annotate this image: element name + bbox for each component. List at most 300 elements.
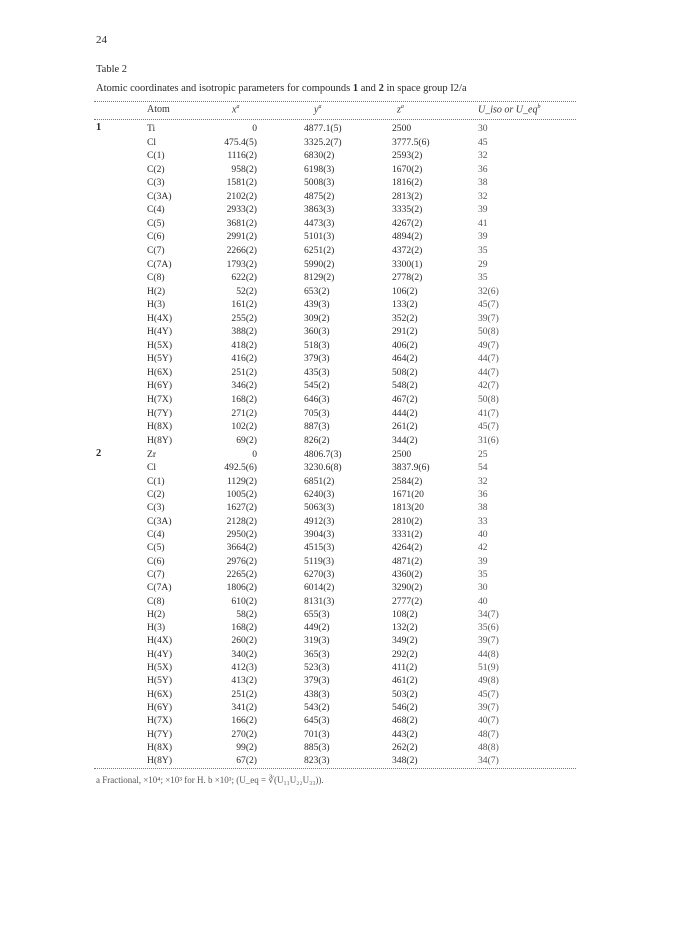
cell-u: 31(6) (478, 434, 499, 446)
cell-u: 45(7) (478, 688, 499, 700)
cell-u: 38 (478, 502, 488, 514)
cell-u: 41 (478, 217, 488, 229)
cell-y: 523(3) (304, 662, 330, 674)
cell-u: 36 (478, 488, 488, 500)
cell-atom: C(3) (147, 502, 165, 514)
cell-u: 35(6) (478, 622, 499, 634)
cell-u: 39 (478, 231, 488, 243)
col-header-x (232, 104, 239, 115)
cell-atom: C(6) (147, 555, 165, 567)
cell-u: 39(7) (478, 702, 499, 714)
cell-atom: C(5) (147, 217, 165, 229)
cell-z: 348(2) (392, 755, 418, 767)
col-header-x-label: x (232, 104, 237, 116)
table-row (0, 339, 680, 352)
cell-z: 2810(2) (392, 515, 423, 527)
cell-z: 1671(20 (392, 488, 424, 500)
table-row (0, 448, 680, 461)
cell-x: 67(2) (236, 755, 257, 767)
cell-x: 413(2) (231, 675, 257, 687)
cell-x: 1793(2) (226, 258, 257, 270)
cell-y: 5990(2) (304, 258, 335, 270)
cell-z: 461(2) (392, 675, 418, 687)
table-row (0, 244, 680, 257)
cell-x: 346(2) (231, 380, 257, 392)
cell-atom: H(6Y) (147, 702, 173, 714)
cell-y: 6270(3) (304, 568, 335, 580)
cell-y: 646(3) (304, 394, 330, 405)
cell-u: 40(7) (478, 715, 499, 727)
cell-atom: C(6) (147, 231, 165, 243)
col-header-u-sup: b (537, 104, 541, 110)
cell-u: 42 (478, 542, 488, 554)
cell-y: 655(3) (304, 608, 330, 620)
table-row (0, 501, 680, 514)
cell-u: 45(7) (478, 299, 499, 311)
cell-u: 40 (478, 595, 488, 607)
cell-atom: H(4Y) (147, 648, 173, 660)
cell-z: 4267(2) (392, 217, 423, 229)
cell-x: 2950(2) (226, 528, 257, 540)
table-row (0, 461, 680, 474)
table-top-rule (94, 101, 576, 102)
cell-z: 3837.9(6) (392, 462, 430, 474)
cell-y: 705(3) (304, 407, 330, 419)
cell-atom: C(4) (147, 204, 165, 216)
cell-y: 379(3) (304, 675, 330, 687)
cell-y: 653(2) (304, 285, 330, 297)
table-row (0, 122, 680, 135)
table-row (0, 555, 680, 568)
cell-z: 3290(2) (392, 582, 423, 594)
cell-u: 39(7) (478, 635, 499, 647)
table-row (0, 634, 680, 647)
cell-u: 49(7) (478, 339, 499, 351)
cell-z: 291(2) (392, 326, 418, 338)
cell-u: 51(9) (478, 662, 499, 674)
table-row (0, 407, 680, 420)
cell-u: 32 (478, 190, 488, 202)
cell-x: 2102(2) (226, 190, 257, 202)
cell-y: 701(3) (304, 728, 330, 740)
cell-y: 6240(3) (304, 488, 335, 500)
col-header-u (478, 104, 540, 115)
footnote: a Fractional, ×10⁴; ×10³ for H. b ×10³; (U_eq = ∛(U₁₁U₂₂U₃₃)). (96, 775, 324, 785)
cell-y: 3863(3) (304, 204, 335, 216)
cell-x: 260(2) (231, 635, 257, 647)
cell-x: 3664(2) (226, 542, 257, 554)
table-row (0, 258, 680, 271)
cell-atom: H(7X) (147, 715, 173, 727)
cell-atom: H(8X) (147, 742, 173, 754)
cell-y: 6014(2) (304, 582, 335, 594)
cell-x: 161(2) (231, 299, 257, 311)
cell-u: 32(6) (478, 285, 499, 297)
cell-y: 439(3) (304, 299, 330, 311)
cell-u: 36 (478, 163, 488, 175)
cell-atom: C(3) (147, 177, 165, 189)
cell-z: 2584(2) (392, 475, 423, 487)
cell-atom: H(7X) (147, 394, 173, 405)
table-row (0, 298, 680, 311)
cell-z: 548(2) (392, 380, 418, 392)
cell-atom: C(2) (147, 488, 165, 500)
table-row (0, 312, 680, 325)
cell-atom: C(1) (147, 150, 165, 162)
cell-x: 1581(2) (226, 177, 257, 189)
cell-z: 503(2) (392, 688, 418, 700)
cell-atom: H(5Y) (147, 353, 173, 365)
cell-y: 645(3) (304, 715, 330, 727)
cell-z: 2500 (392, 123, 412, 134)
cell-z: 4360(2) (392, 568, 423, 580)
cell-atom: C(4) (147, 528, 165, 540)
cell-atom: H(4X) (147, 312, 173, 324)
cell-z: 2778(2) (392, 272, 423, 284)
table-row (0, 163, 680, 176)
cell-atom: C(3A) (147, 515, 172, 527)
table-row (0, 568, 680, 581)
cell-y: 5101(3) (304, 231, 335, 243)
table-row (0, 217, 680, 230)
col-header-z (397, 104, 404, 115)
table-row (0, 366, 680, 379)
table-header-rule (94, 119, 576, 120)
cell-u: 34(7) (478, 755, 499, 767)
cell-atom: H(5X) (147, 339, 173, 351)
table-row (0, 541, 680, 554)
col-header-x-sup: a (236, 104, 240, 110)
cell-y: 365(3) (304, 648, 330, 660)
cell-x: 622(2) (231, 272, 257, 284)
cell-u: 38 (478, 177, 488, 189)
cell-u: 30 (478, 582, 488, 594)
col-header-z-label: z (397, 104, 401, 116)
cell-x: 251(2) (231, 366, 257, 378)
table-row (0, 420, 680, 433)
cell-z: 4871(2) (392, 555, 423, 567)
cell-z: 3335(2) (392, 204, 423, 216)
cell-atom: H(8X) (147, 421, 173, 433)
cell-atom: C(3A) (147, 190, 172, 202)
cell-x: 388(2) (231, 326, 257, 338)
cell-y: 6198(3) (304, 163, 335, 175)
cell-y: 823(3) (304, 755, 330, 767)
table-row (0, 230, 680, 243)
cell-y: 5008(3) (304, 177, 335, 189)
cell-u: 44(8) (478, 648, 499, 660)
table-row (0, 754, 680, 767)
cell-u: 54 (478, 462, 488, 474)
table-title-compound-1: 1 (352, 83, 359, 94)
table-title-compound-2: 2 (378, 83, 384, 94)
cell-atom: H(7Y) (147, 407, 173, 419)
table-row (0, 595, 680, 608)
cell-atom: C(7A) (147, 258, 172, 270)
cell-y: 3904(3) (304, 528, 335, 540)
table-row (0, 393, 680, 406)
cell-z: 2593(2) (392, 150, 423, 162)
cell-y: 379(3) (304, 353, 330, 365)
cell-y: 5063(3) (304, 502, 335, 514)
table-row (0, 325, 680, 338)
table-row (0, 648, 680, 661)
table-title-post: in space group I2/a (383, 83, 467, 94)
cell-x: 99(2) (236, 742, 257, 754)
cell-x: 418(2) (231, 339, 257, 351)
cell-atom: H(6Y) (147, 380, 173, 392)
cell-u: 25 (478, 449, 488, 460)
cell-y: 4806.7(3) (304, 449, 342, 460)
cell-z: 444(2) (392, 407, 418, 419)
table-row (0, 608, 680, 621)
cell-z: 4264(2) (392, 542, 423, 554)
cell-u: 45 (478, 136, 488, 148)
cell-x: 2933(2) (226, 204, 257, 216)
cell-z: 468(2) (392, 715, 418, 727)
cell-u: 44(7) (478, 353, 499, 365)
cell-y: 545(2) (304, 380, 330, 392)
cell-u: 32 (478, 475, 488, 487)
cell-y: 887(3) (304, 421, 330, 433)
cell-atom: H(3) (147, 299, 166, 311)
cell-atom: H(8Y) (147, 434, 173, 446)
cell-u: 50(8) (478, 326, 499, 338)
cell-atom: H(2) (147, 608, 166, 620)
cell-z: 344(2) (392, 434, 418, 446)
cell-y: 6851(2) (304, 475, 335, 487)
table-row (0, 688, 680, 701)
table-row (0, 203, 680, 216)
cell-y: 6251(2) (304, 244, 335, 256)
table-row (0, 674, 680, 687)
cell-x: 958(2) (231, 163, 257, 175)
page-number: 24 (96, 34, 107, 46)
cell-x: 69(2) (236, 434, 257, 446)
cell-atom: H(2) (147, 285, 166, 297)
table-row (0, 488, 680, 501)
cell-y: 518(3) (304, 339, 330, 351)
cell-y: 6830(2) (304, 150, 335, 162)
cell-x: 2976(2) (226, 555, 257, 567)
cell-atom: H(3) (147, 622, 166, 634)
cell-x: 1806(2) (226, 582, 257, 594)
cell-y: 885(3) (304, 742, 330, 754)
cell-x: 166(2) (231, 715, 257, 727)
cell-z: 262(2) (392, 742, 418, 754)
cell-z: 2813(2) (392, 190, 423, 202)
cell-z: 3300(1) (392, 258, 423, 270)
cell-u: 32 (478, 150, 488, 162)
cell-y: 3325.2(7) (304, 136, 342, 148)
cell-x: 492.5(6) (224, 462, 257, 474)
col-header-y-sup: a (318, 104, 322, 110)
cell-atom: H(7Y) (147, 728, 173, 740)
cell-x: 341(2) (231, 702, 257, 714)
cell-x: 58(2) (236, 608, 257, 620)
cell-atom: C(5) (147, 542, 165, 554)
table-row (0, 701, 680, 714)
table-label: Table 2 (96, 64, 128, 75)
cell-x: 0 (252, 123, 257, 134)
table-row (0, 379, 680, 392)
cell-x: 3681(2) (226, 217, 257, 229)
cell-x: 102(2) (231, 421, 257, 433)
cell-x: 412(3) (231, 662, 257, 674)
cell-u: 39(7) (478, 312, 499, 324)
cell-atom: C(7A) (147, 582, 172, 594)
table-title-pre: Atomic coordinates and isotropic parameters for compounds (96, 83, 353, 94)
table-row (0, 190, 680, 203)
cell-y: 4515(3) (304, 542, 335, 554)
cell-y: 319(3) (304, 635, 330, 647)
cell-y: 5119(3) (304, 555, 335, 567)
table-row (0, 515, 680, 528)
cell-z: 349(2) (392, 635, 418, 647)
cell-z: 352(2) (392, 312, 418, 324)
cell-u: 42(7) (478, 380, 499, 392)
cell-y: 4473(3) (304, 217, 335, 229)
cell-u: 48(8) (478, 742, 499, 754)
cell-z: 4894(2) (392, 231, 423, 243)
cell-x: 255(2) (231, 312, 257, 324)
cell-y: 309(2) (304, 312, 330, 324)
cell-y: 3230.6(8) (304, 462, 342, 474)
cell-u: 49(8) (478, 675, 499, 687)
cell-u: 35 (478, 568, 488, 580)
cell-u: 35 (478, 244, 488, 256)
cell-z: 108(2) (392, 608, 418, 620)
cell-y: 438(3) (304, 688, 330, 700)
table-row (0, 136, 680, 149)
cell-z: 261(2) (392, 421, 418, 433)
table-row (0, 352, 680, 365)
table-row (0, 714, 680, 727)
table-row (0, 149, 680, 162)
cell-x: 52(2) (236, 285, 257, 297)
cell-y: 8131(3) (304, 595, 335, 607)
cell-atom: C(2) (147, 163, 165, 175)
cell-atom: Cl (147, 136, 157, 148)
table-row (0, 528, 680, 541)
cell-u: 29 (478, 258, 488, 270)
cell-u: 45(7) (478, 421, 499, 433)
cell-z: 2500 (392, 449, 412, 460)
cell-u: 34(7) (478, 608, 499, 620)
cell-atom: H(4X) (147, 635, 173, 647)
table-row (0, 475, 680, 488)
cell-atom: H(6X) (147, 688, 173, 700)
col-header-y (314, 104, 321, 115)
cell-x: 1116(2) (227, 150, 257, 162)
cell-x: 0 (252, 449, 257, 460)
cell-atom: C(8) (147, 595, 165, 607)
cell-x: 1005(2) (226, 488, 257, 500)
col-header-y-label: y (314, 104, 319, 116)
table-row (0, 581, 680, 594)
cell-x: 270(2) (231, 728, 257, 740)
cell-x: 2265(2) (226, 568, 257, 580)
cell-x: 416(2) (231, 353, 257, 365)
cell-atom: C(1) (147, 475, 165, 487)
cell-x: 168(2) (231, 622, 257, 634)
table-title (96, 83, 467, 94)
compound-1-label: 1 (96, 122, 102, 133)
cell-z: 406(2) (392, 339, 418, 351)
cell-u: 39 (478, 555, 488, 567)
cell-x: 2991(2) (226, 231, 257, 243)
cell-z: 132(2) (392, 622, 418, 634)
cell-z: 443(2) (392, 728, 418, 740)
cell-x: 2266(2) (226, 244, 257, 256)
cell-z: 292(2) (392, 648, 418, 660)
cell-z: 411(2) (392, 662, 418, 674)
cell-x: 168(2) (231, 394, 257, 405)
cell-x: 1627(2) (226, 502, 257, 514)
table-title-and: and (358, 83, 379, 94)
cell-atom: C(7) (147, 244, 165, 256)
cell-y: 435(3) (304, 366, 330, 378)
cell-u: 41(7) (478, 407, 499, 419)
cell-x: 1129(2) (226, 475, 257, 487)
cell-atom: H(4Y) (147, 326, 173, 338)
cell-atom: H(8Y) (147, 755, 173, 767)
cell-z: 106(2) (392, 285, 418, 297)
cell-z: 464(2) (392, 353, 418, 365)
cell-u: 39 (478, 204, 488, 216)
cell-u: 30 (478, 123, 488, 134)
table-row (0, 728, 680, 741)
cell-y: 4875(2) (304, 190, 335, 202)
cell-u: 40 (478, 528, 488, 540)
cell-z: 3777.5(6) (392, 136, 430, 148)
cell-atom: H(5X) (147, 662, 173, 674)
cell-z: 1670(2) (392, 163, 423, 175)
cell-x: 251(2) (231, 688, 257, 700)
cell-z: 546(2) (392, 702, 418, 714)
cell-atom: C(8) (147, 272, 165, 284)
cell-y: 543(2) (304, 702, 330, 714)
table-row (0, 285, 680, 298)
col-header-u-label: U_iso or U_eq (478, 104, 538, 116)
cell-y: 8129(2) (304, 272, 335, 284)
table-row (0, 434, 680, 447)
cell-y: 449(2) (304, 622, 330, 634)
table-row (0, 271, 680, 284)
cell-z: 1813(20 (392, 502, 424, 514)
cell-x: 340(2) (231, 648, 257, 660)
col-header-z-sup: a (400, 104, 404, 110)
cell-z: 133(2) (392, 299, 418, 311)
cell-z: 4372(2) (392, 244, 423, 256)
cell-u: 48(7) (478, 728, 499, 740)
cell-x: 271(2) (231, 407, 257, 419)
cell-z: 467(2) (392, 394, 418, 405)
col-header-atom: Atom (147, 104, 170, 115)
cell-x: 475.4(5) (224, 136, 257, 148)
cell-u: 33 (478, 515, 488, 527)
table-row (0, 621, 680, 634)
cell-u: 44(7) (478, 366, 499, 378)
cell-atom: H(5Y) (147, 675, 173, 687)
cell-atom: H(6X) (147, 366, 173, 378)
compound-2-label: 2 (96, 448, 102, 459)
table-row (0, 176, 680, 189)
table-bottom-rule (94, 768, 576, 769)
cell-y: 4877.1(5) (304, 123, 342, 134)
cell-atom: Zr (147, 449, 157, 460)
cell-z: 1816(2) (392, 177, 423, 189)
